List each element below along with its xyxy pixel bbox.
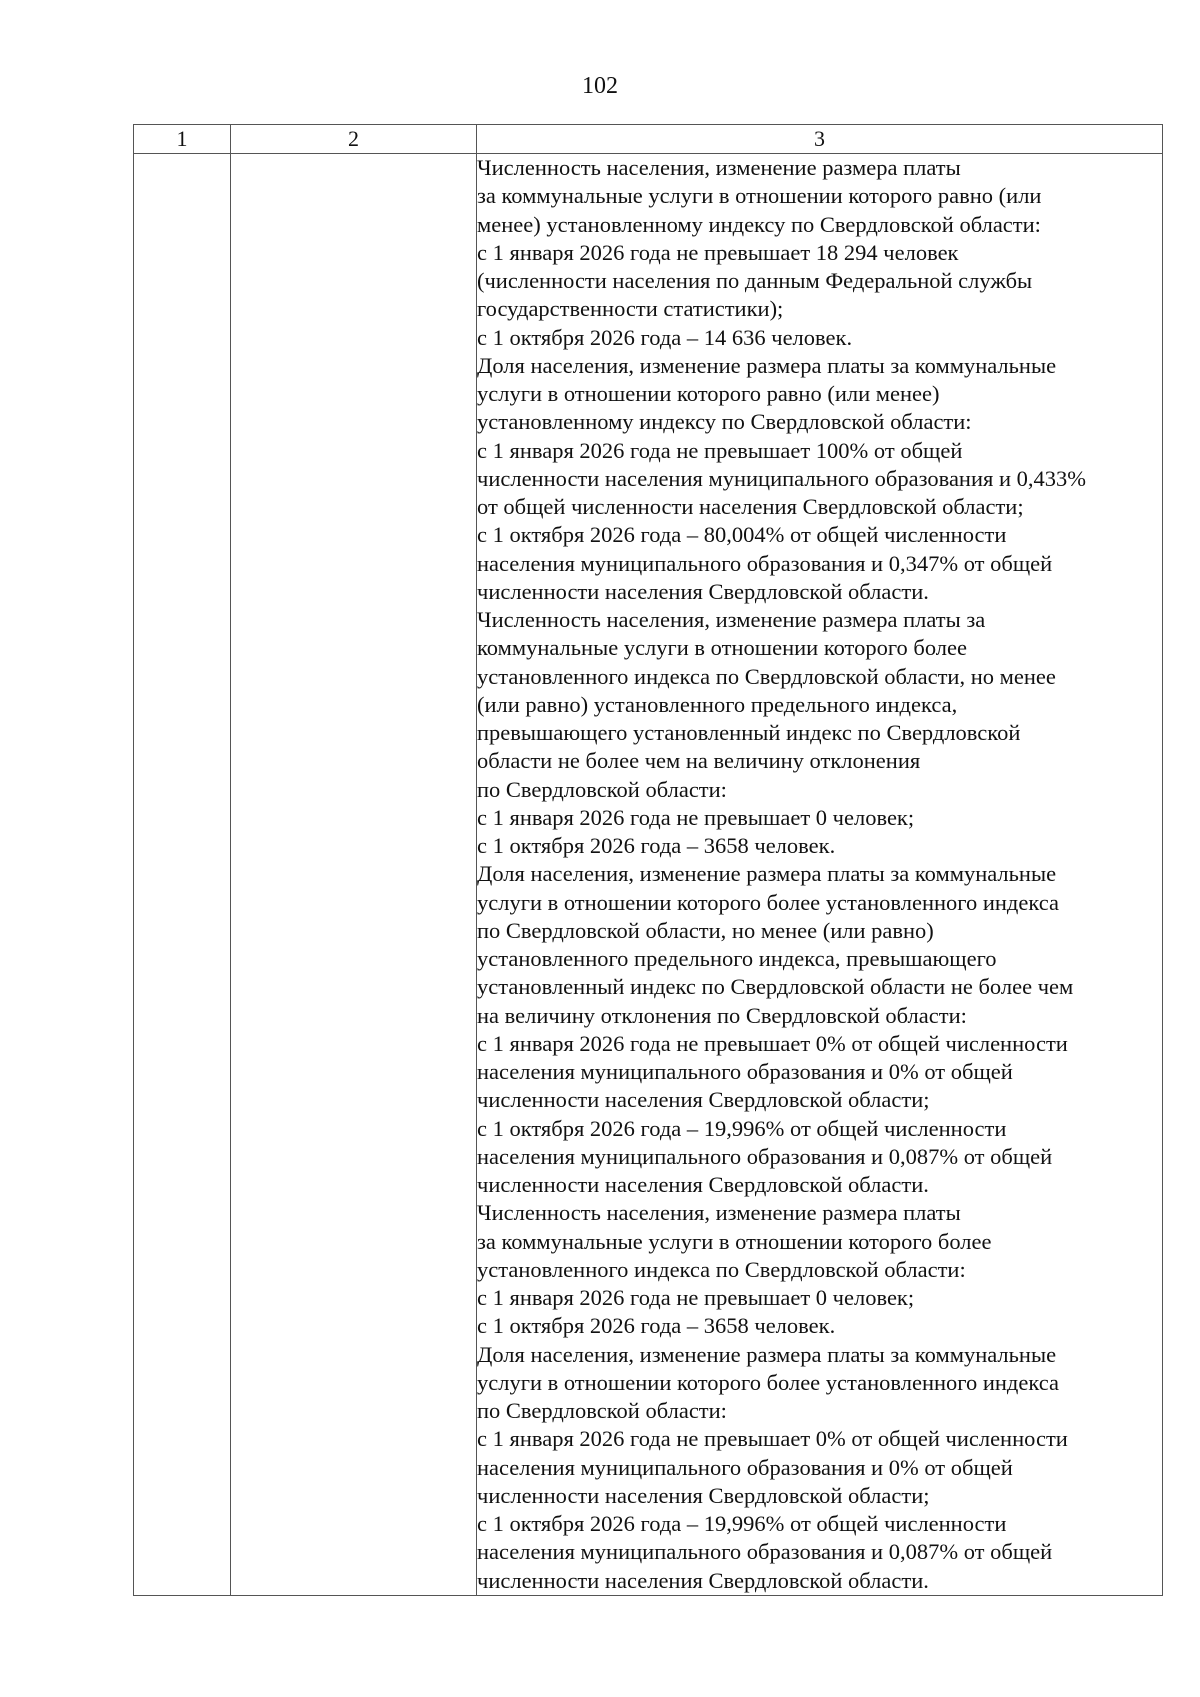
page-number: 102 [582,73,618,99]
text-line: населения муниципального образования и 0,347% от общей [477,550,1053,576]
text-line: превышающего установленный индекс по Свердловской [477,720,1021,745]
header-row [134,125,1163,154]
text-line: численности населения муниципального образования и 0,433% [477,465,1087,491]
text-line: (или равно) установленного предельного индекса, [477,691,958,717]
text-line: с 1 октября 2026 года – 80,004% от общей численности [477,522,1007,548]
text-line: численности населения Свердловской области; [477,1482,930,1508]
text-line: установленного индекса по Свердловской области: [477,1256,966,1282]
text-line: с 1 января 2026 года не превышает 0 человек; [477,1285,915,1310]
column-header-3: 3 [477,125,1163,154]
text-line: (численности населения по данным Федеральной службы [477,268,1033,293]
text-line: менее) установленному индексу по Свердловской области: [477,211,1041,237]
text-line: с 1 января 2026 года не превышает 0% от общей численности [477,1030,1068,1056]
text-line: по Свердловской области: [477,1398,727,1423]
text-line: Доля населения, изменение размера платы за коммунальные [477,861,1057,887]
text-line: с 1 октября 2026 года – 19,996% от общей численности [477,1115,1007,1141]
text-line: Численность населения, изменение размера платы [477,155,961,180]
text-line: Численность населения, изменение размера платы [477,1200,961,1226]
text-line: установленного предельного индекса, превышающего [477,946,997,971]
text-line: с 1 октября 2026 года – 3658 человек. [477,833,836,858]
text-line: Доля населения, изменение размера платы за коммунальные [477,1341,1057,1367]
text-line: с 1 января 2026 года не превышает 100% от общей [477,437,963,463]
text-line: услуги в отношении которого равно (или менее) [477,381,940,406]
text-line: области не более чем на величину отклонения [477,748,921,774]
text-line: численности населения Свердловской области; [477,1087,930,1113]
text-line: численности населения Свердловской области. [477,1567,929,1593]
text-line: за коммунальные услуги в отношении которого более [477,1228,992,1254]
text-line: Численность населения, изменение размера платы за [477,607,986,632]
document-table [133,124,1163,1596]
column-header-2: 2 [231,125,477,154]
text-line: установленному индексу по Свердловской области: [477,409,972,435]
text-line: на величину отклонения по Свердловской области: [477,1002,967,1028]
text-line: с 1 января 2026 года не превышает 18 294 человек [477,239,959,265]
text-line: с 1 октября 2026 года – 14 636 человек. [477,324,853,350]
text-line: от общей численности населения Свердловской области; [477,494,1024,519]
cell-column-2 [231,154,477,1596]
text-line: с 1 октября 2026 года – 3658 человек. [477,1313,836,1339]
text-line: населения муниципального образования и 0,087% от общей [477,1539,1053,1565]
text-line: с 1 октября 2026 года – 19,996% от общей численности [477,1511,1007,1536]
text-line: населения муниципального образования и 0% от общей [477,1059,1013,1084]
text-line: за коммунальные услуги в отношении которого равно (или [477,183,1042,209]
text-line: установленного индекса по Свердловской области, но менее [477,663,1056,689]
text-line: численности населения Свердловской области. [477,1172,929,1197]
text-line: услуги в отношении которого более установленного индекса [477,1369,1059,1395]
text-line: по Свердловской области: [477,776,727,802]
text-line: с 1 января 2026 года не превышает 0% от общей численности [477,1426,1068,1452]
text-line: государственности статистики); [477,296,784,322]
cell-column-3 [477,154,1163,1596]
text-line: населения муниципального образования и 0,087% от общей [477,1143,1053,1169]
text-line: населения муниципального образования и 0% от общей [477,1454,1013,1480]
column-header-1: 1 [134,125,231,154]
text-line: установленный индекс по Свердловской области не более чем [477,974,1074,1000]
text-line: с 1 января 2026 года не превышает 0 человек; [477,804,915,830]
text-line: по Свердловской области, но менее (или равно) [477,917,934,943]
text-line: Доля населения, изменение размера платы за коммунальные [477,352,1057,378]
text-line: численности населения Свердловской области. [477,578,929,604]
cell-column-1 [134,154,231,1596]
text-line: коммунальные услуги в отношении которого более [477,635,967,661]
table-row [134,154,1163,1596]
text-line: услуги в отношении которого более установленного индекса [477,889,1059,915]
